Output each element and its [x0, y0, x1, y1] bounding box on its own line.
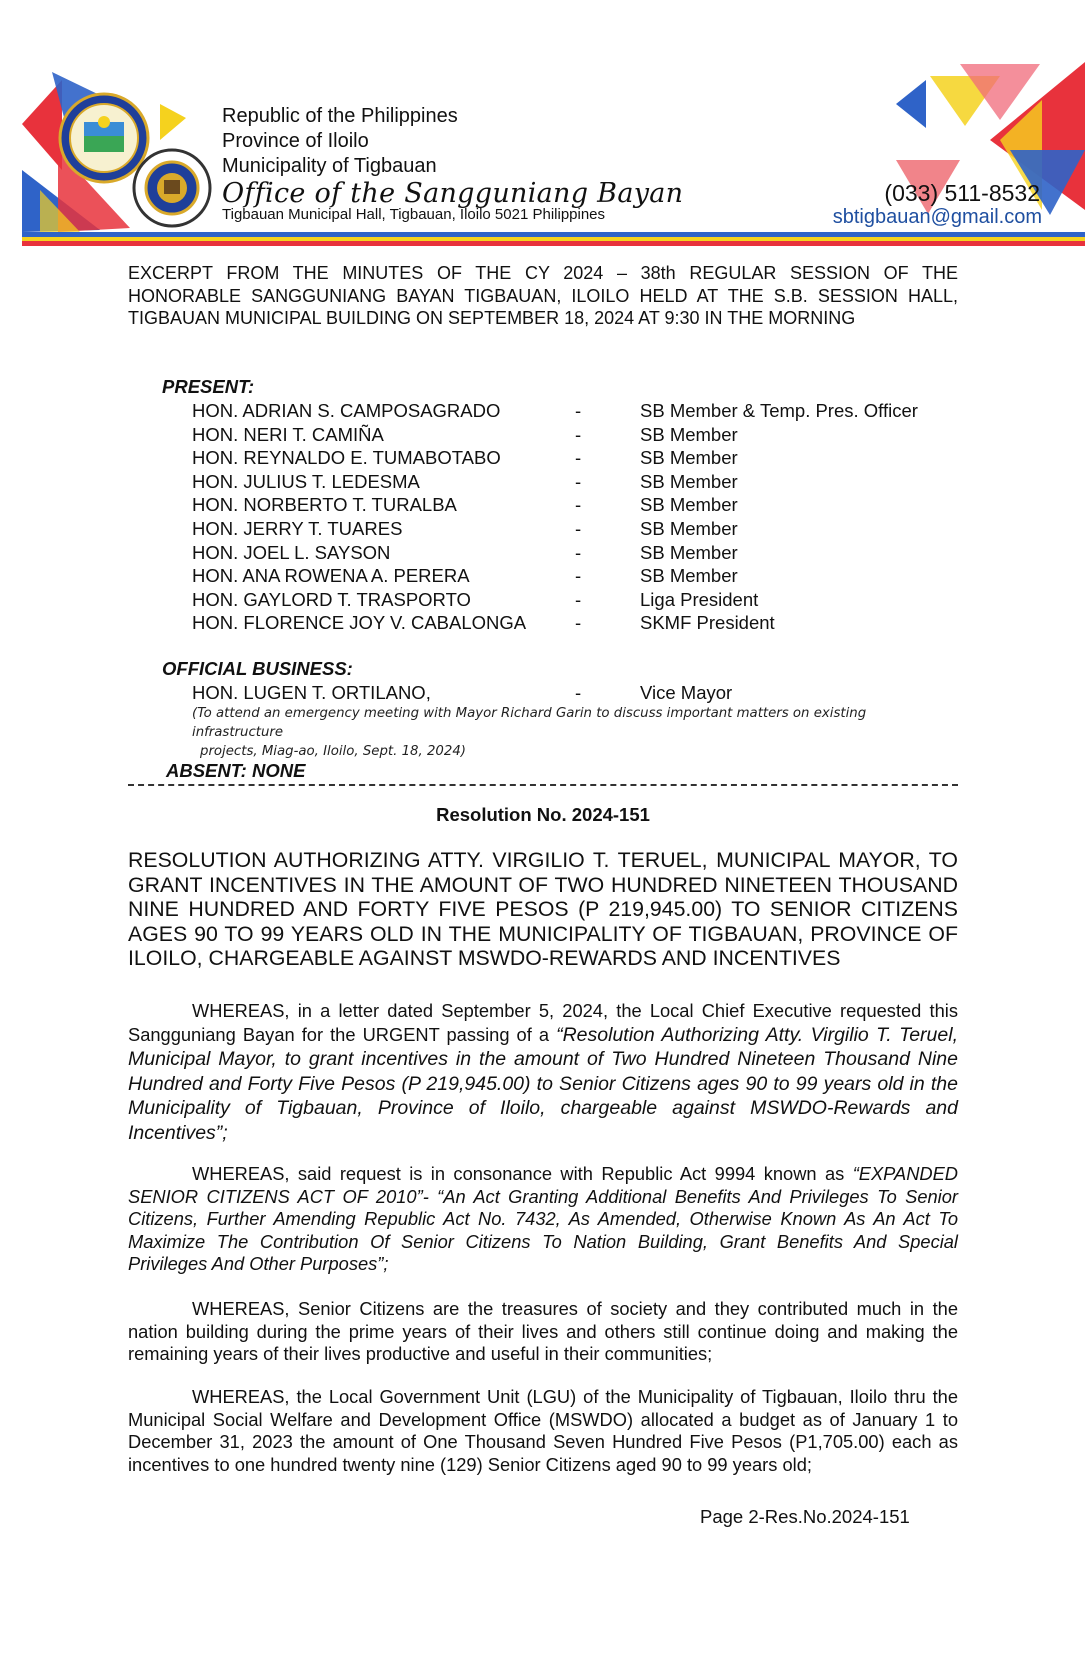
member-dash: -	[575, 447, 582, 469]
note-line-1: (To attend an emergency meeting with Mayor Richard Garin to discuss important matters on existing infrastructure	[192, 706, 867, 740]
member-position: SB Member	[640, 541, 738, 563]
member-name: HON. FLORENCE JOY V. CABALONGA	[192, 612, 527, 634]
official-business-note	[192, 704, 952, 761]
member-name: HON. NERI T. CAMIÑA	[192, 423, 384, 445]
red-bar	[22, 241, 1085, 246]
member-name: HON. JERRY T. TUARES	[192, 518, 403, 539]
sangguniang-bayan-seal	[134, 150, 210, 226]
province-line: Province of Iloilo	[222, 130, 369, 152]
letterhead-text	[222, 104, 683, 223]
member-name: HON. JULIUS T. LEDESMA	[192, 470, 420, 492]
page-footer: Page 2-Res.No.2024-151	[700, 1506, 910, 1527]
member-dash: -	[575, 588, 582, 610]
whereas-2-quote: “EXPANDED SENIOR CITIZENS ACT OF 2010”- “An Act Granting Additional Benefits And Privileges To Senior Citizens, Further Amending Republic Act No. 7432, As Amended, Otherwise Known As An Act To Maximize The Contribution Of Senior Citizens To Nation Building, Grant Benefits And Special Privileges And Other Purposes”;	[128, 1163, 958, 1274]
member-name: HON. NORBERTO T. TURALBA	[192, 494, 457, 516]
whereas-1	[128, 1000, 958, 1145]
present-member-row	[192, 589, 972, 613]
member-dash: -	[575, 541, 582, 563]
letterhead	[0, 0, 1088, 262]
absent-heading: ABSENT: NONE	[166, 760, 306, 781]
present-member-row	[192, 424, 972, 448]
member-position: SB Member	[640, 565, 738, 587]
present-member-row	[192, 471, 972, 495]
whereas-1-text: WHEREAS, in a letter dated September 5, 2024, the Local Chief Executive requested this Sangguniang Bayan for the URGENT passing of a	[128, 1000, 958, 1045]
official-business-heading: OFFICIAL BUSINESS:	[162, 658, 353, 679]
dashed-divider	[128, 784, 958, 786]
whereas-4-text: WHEREAS, the Local Government Unit (LGU) of the Municipality of Tigbauan, Iloilo thru the Municipal Social Welfare and Development Office (MSWDO) allocated a budget as of January 1 to December 31, 2023 the amount of One Thousand Seven Hundred Five Pesos (P1,705.00) each as incentives to one hundred twenty nine (129) Senior Citizens aged 90 to 99 years old;	[128, 1386, 958, 1475]
member-dash: -	[575, 682, 582, 703]
member-name: HON. JOEL L. SAYSON	[192, 541, 391, 563]
blue-bar	[22, 232, 1085, 237]
excerpt-paragraph: EXCERPT FROM THE MINUTES OF THE CY 2024 – 38th REGULAR SESSION OF THE HONORABLE SANGGUNIANG BAYAN TIGBAUAN, ILOILO HELD AT THE S.B. SESSION HALL, TIGBAUAN MUNICIPAL BUILDING ON SEPTEMBER 18, 2024 AT 9:30 IN THE MORNING	[128, 263, 958, 328]
resolution-title: RESOLUTION AUTHORIZING ATTY. VIRGILIO T. TERUEL, MUNICIPAL MAYOR, TO GRANT INCENTIVES IN THE AMOUNT OF TWO HUNDRED NINETEEN THOUSAND NINE HUNDRED AND FORTY FIVE PESOS (P 219,945.00) TO SENIOR CITIZENS AGES 90 TO 99 YEARS OLD IN THE MUNICIPALITY OF TIGBAUAN, PROVINCE OF ILOILO, CHARGEABLE AGAINST MSWDO-REWARDS AND INCENTIVES	[128, 848, 958, 970]
left-red-triangle	[22, 80, 62, 170]
member-dash: -	[575, 400, 582, 421]
member-position: SB Member	[640, 518, 738, 539]
email-address: sbtigbauan@gmail.com	[832, 206, 1042, 228]
republic-line: Republic of the Philippines	[222, 105, 458, 127]
present-member-row	[192, 518, 972, 542]
yellow-bar	[22, 237, 1085, 241]
member-position: Liga President	[640, 588, 759, 610]
present-member-row	[192, 494, 972, 518]
member-name: HON. ADRIAN S. CAMPOSAGRADO	[192, 400, 501, 421]
member-dash: -	[575, 565, 582, 587]
resolution-number: Resolution No. 2024-151	[436, 804, 650, 825]
official-business-row	[192, 682, 972, 706]
member-dash: -	[575, 494, 582, 516]
member-dash: -	[575, 423, 582, 445]
right-blue-triangle	[896, 80, 926, 128]
whereas-2	[128, 1163, 958, 1276]
office-name: Office of the Sangguniang Bayan	[222, 178, 684, 209]
present-heading: PRESENT:	[162, 376, 255, 397]
whereas-3-text: WHEREAS, Senior Citizens are the treasures of society and they contributed much in the nation building during the prime years of their lives and others still continue doing and making the remaining years of their lives productive and useful in their communities;	[128, 1298, 958, 1364]
present-member-row	[192, 542, 972, 566]
municipality-seal	[60, 94, 148, 182]
whereas-3	[128, 1298, 958, 1366]
member-position: SB Member	[640, 494, 738, 516]
whereas-2-text: WHEREAS, said request is in consonance with Republic Act 9994 known as	[192, 1163, 845, 1184]
member-position: SKMF President	[640, 612, 775, 634]
member-name: HON. LUGEN T. ORTILANO,	[192, 682, 431, 703]
member-position: SB Member & Temp. Pres. Officer	[640, 400, 918, 421]
member-name: HON. GAYLORD T. TRASPORTO	[192, 588, 471, 610]
note-line-2: projects, Miag-ao, Iloilo, Sept. 18, 2024)	[200, 744, 466, 759]
member-name: HON. ANA ROWENA A. PERERA	[192, 565, 470, 587]
office-address: Tigbauan Municipal Hall, Tigbauan, Iloilo 5021 Philippines	[222, 206, 606, 223]
whereas-1-quote: “Resolution Authorizing Atty. Virgilio T. Teruel, Municipal Mayor, to grant incentives in the amount of Two Hundred Nineteen Thousand Nine Hundred and Forty Five Pesos (P 219,945.00) to Senior Citizens ages 90 to 99 years old in the Municipality of Tigbauan, Province of Iloilo, chargeable against MSWDO-Rewards and Incentives”;	[128, 1023, 958, 1144]
member-position: SB Member	[640, 470, 738, 492]
member-dash: -	[575, 470, 582, 492]
member-dash: -	[575, 612, 582, 634]
member-position: SB Member	[640, 423, 738, 445]
present-member-row	[192, 565, 972, 589]
member-position: Vice Mayor	[640, 682, 733, 703]
present-member-row	[192, 612, 972, 636]
left-yellow-triangle	[160, 104, 186, 140]
municipality-line: Municipality of Tigbauan	[222, 155, 437, 177]
present-member-row	[192, 400, 972, 424]
member-dash: -	[575, 518, 582, 539]
member-position: SB Member	[640, 447, 738, 469]
whereas-4	[128, 1386, 958, 1476]
present-member-row	[192, 447, 972, 471]
member-name: HON. REYNALDO E. TUMABOTABO	[192, 447, 501, 469]
phone-number: (033) 511-8532	[884, 180, 1040, 206]
